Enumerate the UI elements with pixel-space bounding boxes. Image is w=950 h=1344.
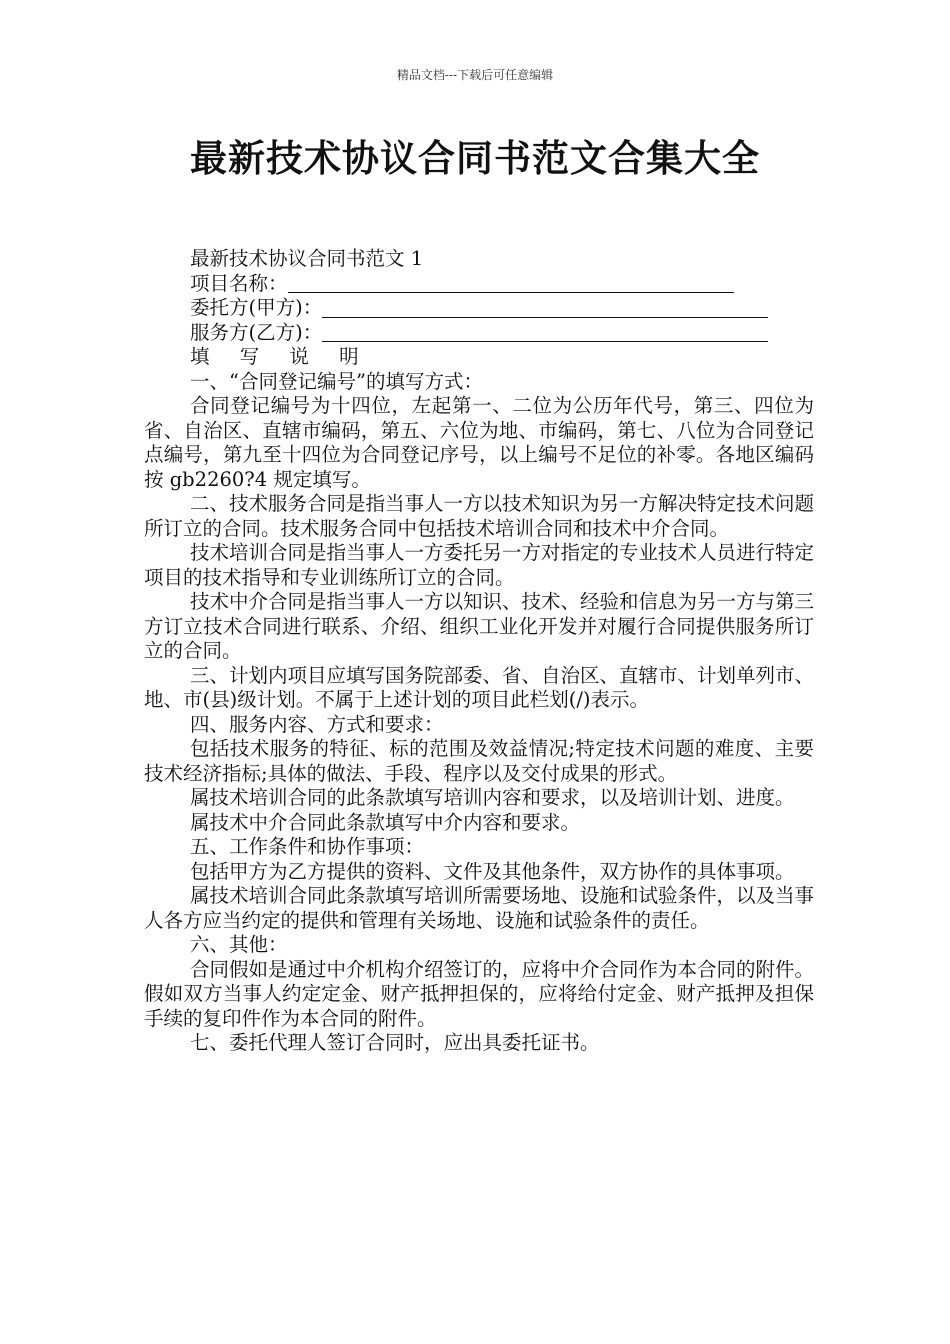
instruction-paragraph: 五、工作条件和协作事项： — [190, 835, 425, 858]
instruction-paragraph: 属技术培训合同此条款填写培训所需要场地、设施和试验条件，以及当事人各方应当约定的提供和管理有关场地、设施和试验条件的责任。 — [144, 884, 815, 932]
fill-in-blank[interactable] — [322, 298, 768, 318]
instruction-paragraph: 包括技术服务的特征、标的范围及效益情况;特定技术问题的难度、主要技术经济指标;具体的做法、手段、程序以及交付成果的形式。 — [144, 737, 814, 785]
instruction-paragraph: 七、委托代理人签订合同时，应出具委托证书。 — [190, 1031, 600, 1054]
instruction-paragraph: 四、服务内容、方式和要求： — [190, 712, 444, 736]
instruction-paragraph: 技术培训合同是指当事人一方委托另一方对指定的专业技术人员进行特定项目的技术指导和专业训练所订立的合同。 — [144, 541, 815, 589]
instruction-paragraph: 合同假如是通过中介机构介绍签订的，应将中介合同作为本合同的附件。假如双方当事人约定定金、财产抵押担保的，应将给付定金、财产抵押及担保手续的复印件作为本合同的附件。 — [144, 957, 815, 1030]
service-party-field — [144, 321, 814, 346]
field-label: 项目名称： — [190, 271, 288, 295]
page-header-note: 精品文档---下载后可任意编辑 — [396, 68, 554, 82]
document-title: 最新技术协议合同书范文合集大全 — [190, 137, 760, 180]
instructions-heading: 填 写 说 明 — [190, 345, 371, 368]
field-label: 服务方(乙方)： — [190, 320, 323, 344]
instruction-paragraph: 三、计划内项目应填写国务院部委、省、自治区、直辖市、计划单列市、地、市(县)级计划。不属于上述计划的项目此栏划(/)表示。 — [144, 663, 815, 711]
instruction-paragraph: 六、其他： — [190, 933, 288, 956]
instructions-list — [144, 370, 814, 1056]
fill-in-blank[interactable] — [288, 273, 734, 293]
contract-subtitle: 最新技术协议合同书范文 1 — [190, 247, 424, 270]
field-label: 委托方(甲方)： — [190, 296, 323, 319]
project-name-field — [144, 272, 814, 297]
document-body — [144, 247, 814, 1056]
instruction-paragraph: 合同登记编号为十四位，左起第一、二位为公历年代号，第三、四位为省、自治区、直辖市编码，第五、六位为地、市编码，第七、八位为合同登记点编号，第九至十四位为合同登记序号，以上编号不足位的补零。各地区编码按 gb2260?4 规定填写。 — [144, 394, 814, 491]
instruction-paragraph: 二、技术服务合同是指当事人一方以技术知识为另一方解决特定技术问题所订立的合同。技术服务合同中包括技术培训合同和技术中介合同。 — [144, 492, 815, 540]
instruction-paragraph: 属技术中介合同此条款填写中介内容和要求。 — [190, 810, 581, 834]
instruction-paragraph: 包括甲方为乙方提供的资料、文件及其他条件，双方协作的具体事项。 — [190, 859, 795, 883]
instruction-paragraph: 一、“合同登记编号”的填写方式： — [190, 369, 483, 393]
fill-in-blank[interactable] — [322, 322, 768, 342]
instruction-paragraph: 技术中介合同是指当事人一方以知识、技术、经验和信息为另一方与第三方订立技术合同进行联系、介绍、组织工业化开发并对履行合同提供服务所订立的合同。 — [144, 590, 815, 662]
client-party-field — [144, 296, 814, 321]
instruction-paragraph: 属技术培训合同的此条款填写培训内容和要求，以及培训计划、进度。 — [190, 786, 795, 809]
